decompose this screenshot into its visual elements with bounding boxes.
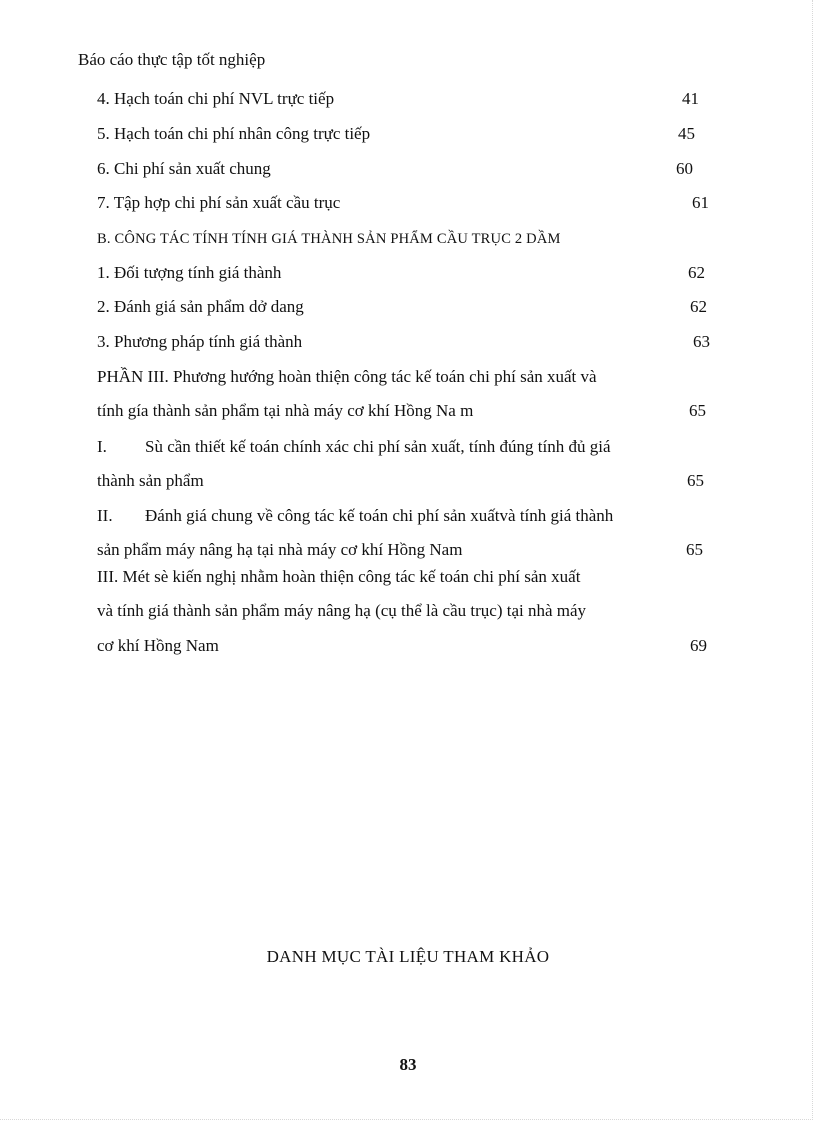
toc-page-part3: 65	[689, 401, 706, 420]
toc-part3-iii-line1: III. Mét sè kiến nghị nhằm hoàn thiện công tác kế toán chi phí sản xuất	[97, 567, 581, 586]
toc-entry-6: 6. Chi phí sản xuất chung	[97, 159, 271, 178]
toc-page-4: 41	[682, 89, 699, 108]
references-heading: DANH MỤC TÀI LIỆU THAM KHẢO	[266, 947, 550, 966]
toc-page-part3-ii: 65	[686, 540, 703, 559]
roman-marker-i: I.	[97, 437, 107, 456]
toc-section-b-heading: B. CÔNG TÁC TÍNH TÍNH GIÁ THÀNH SẢN PHẨM CẦU TRỤC 2 DẦM	[97, 231, 561, 247]
toc-part3-iii-line2: và tính giá thành sản phẩm máy nâng hạ (cụ thể là cầu trục) tại nhà máy	[97, 601, 587, 620]
toc-part3-line1: PHẦN III. Phương hướng hoàn thiện công tác kế toán chi phí sản xuất và	[97, 367, 597, 386]
toc-part3-ii-line2: sản phẩm máy nâng hạ tại nhà máy cơ khí Hồng Nam	[97, 540, 463, 559]
toc-page-part3-iii: 69	[690, 636, 707, 655]
toc-page-b2: 62	[690, 297, 707, 316]
toc-part3-i-text: Sù cần thiết kế toán chính xác chi phí sản xuất, tính đúng tính đủ giá	[145, 437, 611, 456]
toc-part3-iii-line3: cơ khí Hồng Nam	[97, 636, 219, 655]
toc-part3-ii-line1	[97, 506, 613, 526]
roman-marker-ii: II.	[97, 506, 113, 525]
toc-entry-b1: 1. Đối tượng tính giá thành	[97, 263, 282, 282]
toc-page-7: 61	[692, 193, 709, 212]
toc-page-5: 45	[678, 124, 695, 143]
toc-part3-line2: tính gía thành sản phẩm tại nhà máy cơ khí Hồng Na m	[97, 401, 474, 420]
toc-part3-i-line2: thành sản phẩm	[97, 471, 204, 490]
toc-entry-b2: 2. Đánh giá sản phẩm dở dang	[97, 297, 304, 316]
toc-entry-5: 5. Hạch toán chi phí nhân công trực tiếp	[97, 124, 371, 143]
toc-entry-b3: 3. Phương pháp tính giá thành	[97, 332, 303, 351]
document-header-title: Báo cáo thực tập tốt nghiệp	[78, 50, 266, 69]
toc-page-b3: 63	[693, 332, 710, 351]
toc-page-b1: 62	[688, 263, 705, 282]
toc-page-part3-i: 65	[687, 471, 704, 490]
toc-part3-ii-text: Đánh giá chung về công tác kế toán chi phí sản xuấtvà tính giá thành	[145, 506, 614, 525]
toc-entry-4: 4. Hạch toán chi phí NVL trực tiếp	[97, 89, 335, 108]
toc-entry-7: 7. Tập hợp chi phí sản xuất cầu trục	[97, 193, 341, 212]
toc-page-6: 60	[676, 159, 693, 178]
footer-page-number: 83	[399, 1055, 417, 1074]
toc-part3-i-line1	[97, 437, 611, 457]
